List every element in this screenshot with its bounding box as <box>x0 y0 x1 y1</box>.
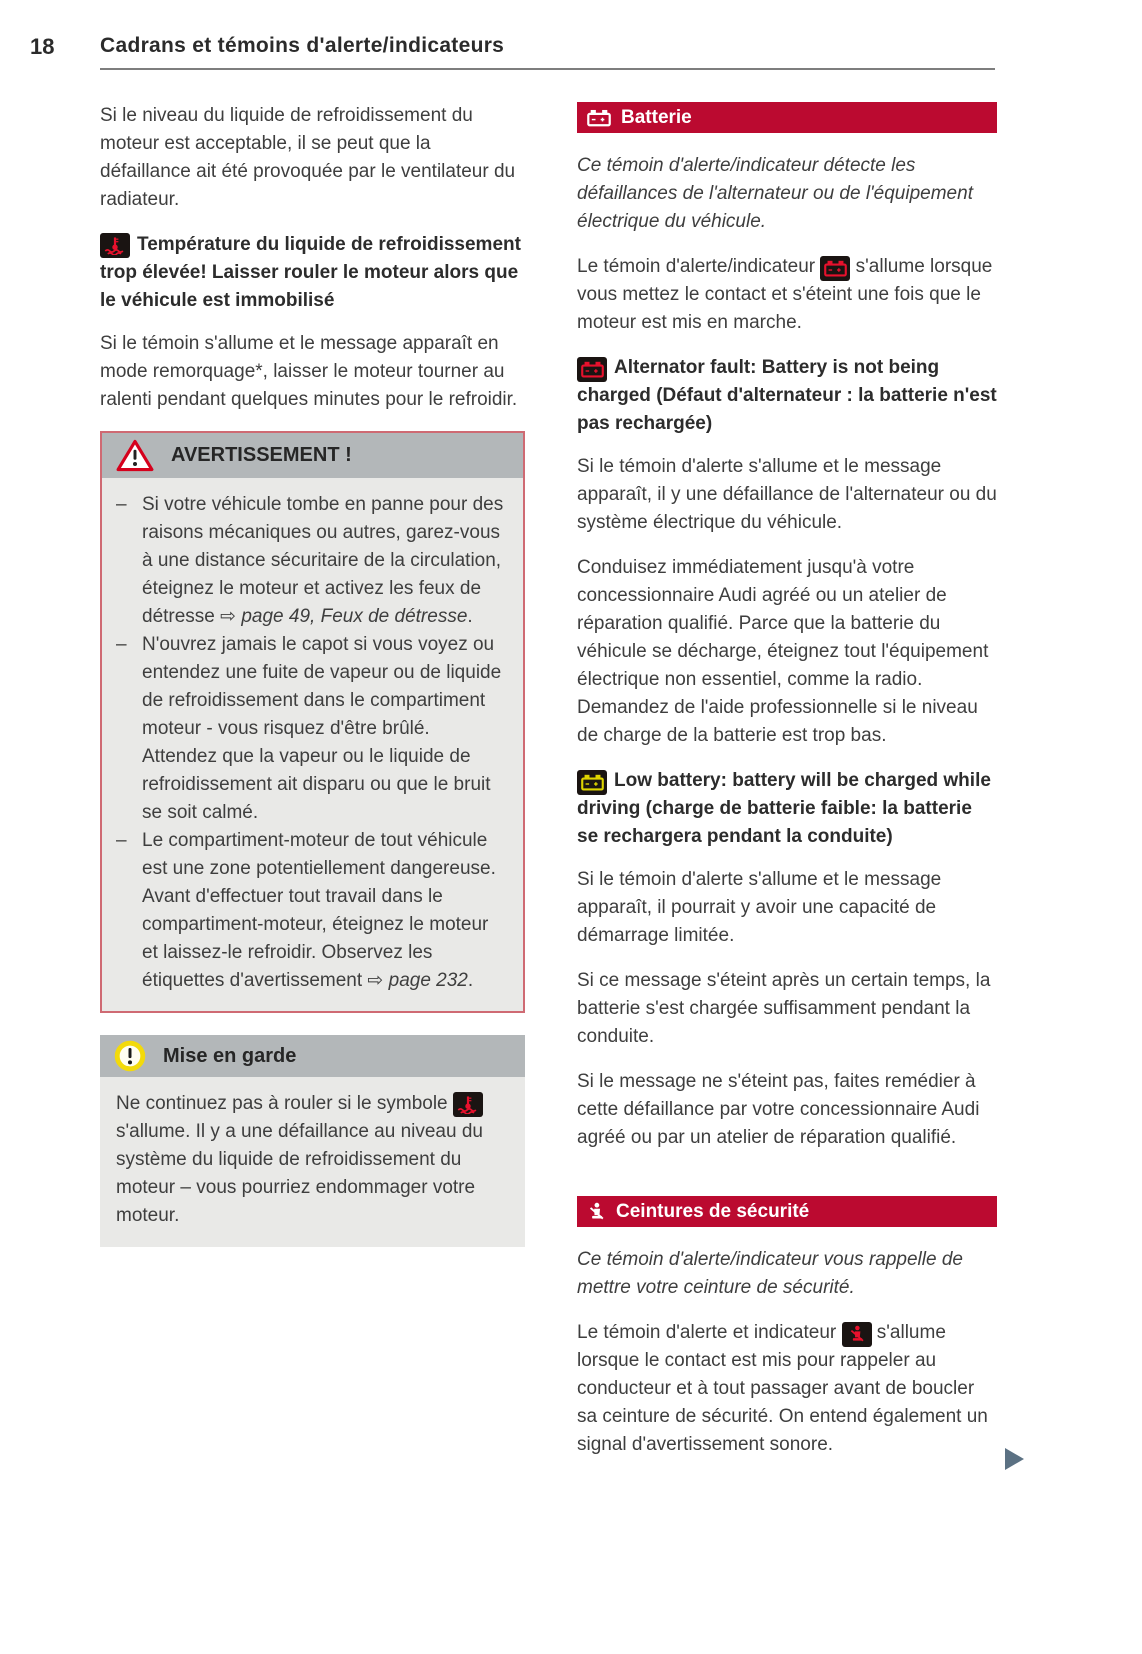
page-header <box>0 34 1142 70</box>
coolant-temperature-icon <box>453 1092 483 1117</box>
battery-icon <box>587 109 611 127</box>
caution-exclamation-icon <box>114 1040 146 1072</box>
chapter-title: Cadrans et témoins d'alerte/indicateurs <box>100 34 505 57</box>
left-column <box>100 102 525 1476</box>
battery-icon <box>577 357 607 382</box>
two-column-layout <box>100 102 995 1476</box>
warning-item-body: Le compartiment-moteur de tout véhicule est une zone potentiellement dangereuse. Avant d'effectuer tout travail dans le compartiment-moteur, éteignez le moteur et laissez-le refroidir. Observez les étiquettes d'avertissement <box>142 830 496 991</box>
seatbelt-section-banner <box>577 1196 997 1227</box>
low-battery-heading <box>577 767 997 851</box>
warning-item-text <box>142 491 507 631</box>
text-segment: s'allume lorsque vous mettez le contact et s'éteint une fois que le moteur est mis en marche. <box>577 256 993 333</box>
paragraph-charged-while-driving: Si ce message s'éteint après un certain temps, la batterie s'est chargée suffisamment pendant la conduite. <box>577 970 991 1047</box>
caution-box-body <box>100 1077 525 1247</box>
paragraph-seatbelt-indicator <box>577 1319 997 1459</box>
battery-section-banner <box>577 102 997 133</box>
caution-box-title: Mise en garde <box>163 1044 297 1067</box>
coolant-temp-heading <box>100 231 525 315</box>
paragraph-message-persists: Si le message ne s'éteint pas, faites remédier à cette défaillance par votre concessionnaire Audi agréé ou par un atelier de réparation qualifié. <box>577 1071 980 1148</box>
page-reference: ⇨ page 49, Feux de détresse <box>220 606 468 627</box>
low-battery-heading-text: Low battery: battery will be charged while driving (charge de batterie faible: la batterie se rechargera pendant la conduite) <box>577 770 991 847</box>
battery-intro-italic: Ce témoin d'alerte/indicateur détecte les défaillances de l'alternateur ou de l'équipement électrique du véhicule. <box>577 155 973 232</box>
seatbelt-icon <box>842 1322 872 1347</box>
text-segment: Le témoin d'alerte et indicateur <box>577 1322 842 1343</box>
warning-list-item <box>116 827 507 995</box>
warning-list-item <box>116 631 507 827</box>
caution-text: Ne continuez pas à rouler si le symbole <box>116 1093 453 1114</box>
warning-item-suffix: . <box>467 606 473 627</box>
caution-box-header <box>100 1035 525 1077</box>
warning-item-text <box>142 631 507 827</box>
warning-item-text <box>142 827 507 995</box>
warning-box <box>100 431 525 1013</box>
page-number: 18 <box>30 34 55 59</box>
battery-banner-label: Batterie <box>621 106 692 128</box>
list-dash: – <box>116 830 127 851</box>
seatbelt-intro-italic: Ce témoin d'alerte/indicateur vous rappelle de mettre votre ceinture de sécurité. <box>577 1249 963 1298</box>
paragraph-alternator-failure: Si le témoin d'alerte s'allume et le message apparaît, il y une défaillance de l'alternateur ou du système électrique du véhicule. <box>577 456 997 533</box>
text-segment: s'allume lorsque le contact est mis pour rappeler au conducteur et à tout passager avant de boucler sa ceinture de sécurité. On entend également un signal d'avertissement sonore. <box>577 1322 988 1455</box>
battery-icon <box>577 770 607 795</box>
caution-text: s'allume. Il y a une défaillance au niveau du système du liquide de refroidissement du moteur – vous pourriez endommager votre moteur. <box>116 1121 483 1226</box>
warning-item-suffix: . <box>467 970 474 991</box>
paragraph-towing-mode: Si le témoin s'allume et le message apparaît en mode remorquage*, laisser le moteur tourner au ralenti pendant quelques minutes pour le refroidir. <box>100 333 518 410</box>
warning-box-title: AVERTISSEMENT ! <box>171 444 352 466</box>
seatbelt-icon <box>587 1202 606 1221</box>
paragraph-drive-to-dealer: Conduisez immédiatement jusqu'à votre concessionnaire Audi agréé ou un atelier de réparation qualifié. Parce que la batterie du véhicule se décharge, éteignez tout l'équipement électrique non essentiel, comme la radio. Demandez de l'aide professionnelle si le niveau de charge de la batterie est trop bas. <box>577 557 989 746</box>
warning-item-body: N'ouvrez jamais le capot si vous voyez ou entendez une fuite de vapeur ou de liquide de refroidissement dans le compartiment moteur - vous risquez d'être brûlé. Attendez que la vapeur ou le liquide de refroidissement ait disparu ou que le bruit se soit calmé. <box>142 634 502 823</box>
warning-triangle-icon <box>116 439 154 472</box>
paragraph-limited-start: Si le témoin d'alerte s'allume et le message apparaît, il pourrait y avoir une capacité de démarrage limitée. <box>577 869 942 946</box>
caution-box <box>100 1035 525 1247</box>
coolant-temperature-icon <box>100 233 130 258</box>
warning-box-header <box>102 433 523 478</box>
warning-list-item <box>116 491 507 631</box>
alternator-fault-heading <box>577 354 997 438</box>
chapter-title-rule <box>100 34 995 70</box>
list-dash: – <box>116 634 127 655</box>
warning-box-body <box>102 478 523 1011</box>
paragraph-battery-indicator <box>577 253 997 337</box>
list-dash: – <box>116 494 127 515</box>
paragraph-coolant-ok: Si le niveau du liquide de refroidissement du moteur est acceptable, il se peut que la défaillance ait été provoquée par le ventilateur du radiateur. <box>100 105 516 210</box>
text-segment: Le témoin d'alerte/indicateur <box>577 256 821 277</box>
warning-item-body: Si votre véhicule tombe en panne pour des raisons mécaniques ou autres, garez-vous à une distance sécuritaire de la circulation, éteignez le moteur et activez les feux de détresse <box>142 494 504 627</box>
next-page-triangle-icon <box>1005 1448 1024 1470</box>
coolant-temp-heading-text: Température du liquide de refroidissement trop élevée! Laisser rouler le moteur alors que le véhicule est immobilisé <box>100 234 521 311</box>
right-column <box>577 102 997 1476</box>
page-reference: ⇨ page 232 <box>367 970 468 991</box>
seatbelt-banner-label: Ceintures de sécurité <box>616 1200 810 1222</box>
alternator-fault-heading-text: Alternator fault: Battery is not being charged (Défaut d'alternateur : la batterie n'est pas rechargée) <box>577 357 997 434</box>
battery-icon <box>820 256 850 281</box>
